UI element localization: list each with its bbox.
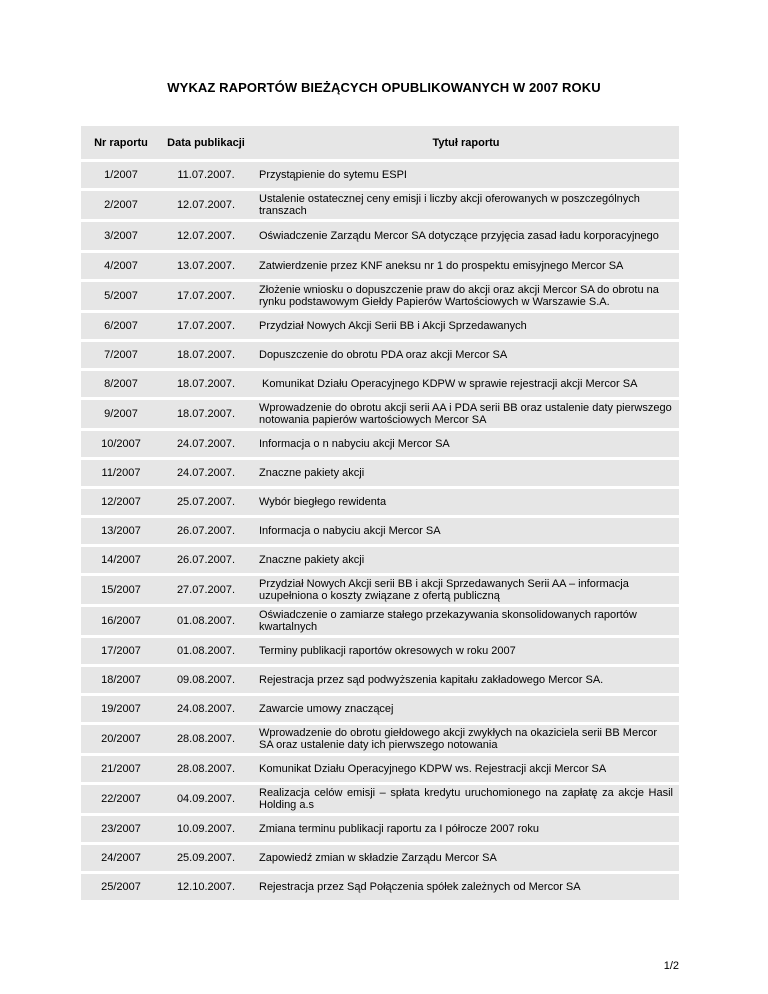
report-nr: 3/2007 <box>104 230 138 242</box>
page-number: 1/2 <box>663 960 679 972</box>
report-nr: 19/2007 <box>101 703 141 715</box>
report-nr: 2/2007 <box>104 199 138 211</box>
report-nr: 23/2007 <box>101 823 141 835</box>
report-date: 24.08.2007. <box>176 703 236 715</box>
report-nr: 14/2007 <box>101 554 141 566</box>
table-row <box>81 489 679 515</box>
table-row <box>81 431 679 457</box>
table-row <box>81 607 679 635</box>
table-row <box>81 785 679 813</box>
report-nr: 17/2007 <box>101 645 141 657</box>
report-nr: 24/2007 <box>101 852 141 864</box>
report-title: Oświadczenie o zamiarze stałego przekazywania skonsolidowanych raportów kwartalnych <box>259 609 637 633</box>
report-date: 04.09.2007. <box>176 793 236 805</box>
report-nr: 8/2007 <box>104 378 138 390</box>
table-row <box>81 222 679 250</box>
report-date: 25.09.2007. <box>176 852 236 864</box>
table-row <box>81 342 679 368</box>
report-nr: 5/2007 <box>104 290 138 302</box>
report-title: Terminy publikacji raportów okresowych w roku 2007 <box>259 645 516 657</box>
report-title: Realizacja celów emisji – spłata kredytu uruchomionego na zapłatę za akcje Hasil Holding a.s <box>259 787 673 811</box>
report-date: 26.07.2007. <box>176 554 236 566</box>
report-date: 13.07.2007. <box>176 260 236 272</box>
report-title: Informacja o nabyciu akcji Mercor SA <box>259 525 441 537</box>
report-title: Wprowadzenie do obrotu akcji serii AA i PDA serii BB oraz ustalenie daty pierwszego notowania papierów wartościowych Mercor SA <box>259 402 672 426</box>
report-nr: 18/2007 <box>101 674 141 686</box>
table-row <box>81 162 679 188</box>
report-date: 09.08.2007. <box>176 674 236 686</box>
report-nr: 25/2007 <box>101 881 141 893</box>
report-title: Dopuszczenie do obrotu PDA oraz akcji Mercor SA <box>259 349 508 361</box>
table-row <box>81 667 679 693</box>
report-date: 27.07.2007. <box>176 584 236 596</box>
report-date: 18.07.2007. <box>176 349 236 361</box>
report-title: Zmiana terminu publikacji raportu za I półrocze 2007 roku <box>259 823 540 835</box>
document-title: WYKAZ RAPORTÓW BIEŻĄCYCH OPUBLIKOWANYCH W 2007 ROKU <box>167 80 601 95</box>
report-date: 24.07.2007. <box>176 438 236 450</box>
report-date: 17.07.2007. <box>176 290 236 302</box>
header-title: Tytuł raportu <box>432 136 500 149</box>
report-title: Wprowadzenie do obrotu giełdowego akcji zwykłych na okaziciela serii BB Mercor SA oraz ustalenie daty ich pierwszego notowania <box>259 727 658 751</box>
report-date: 28.08.2007. <box>176 763 236 775</box>
report-date: 11.07.2007. <box>177 169 235 181</box>
report-title: Oświadczenie Zarządu Mercor SA dotyczące przyjęcia zasad ładu korporacyjnego <box>259 230 659 242</box>
report-nr: 4/2007 <box>104 260 138 272</box>
report-title: Komunikat Działu Operacyjnego KDPW ws. Rejestracji akcji Mercor SA <box>259 763 607 775</box>
report-date: 18.07.2007. <box>176 378 236 390</box>
table-row <box>81 371 679 397</box>
report-nr: 12/2007 <box>101 496 141 508</box>
report-date: 24.07.2007. <box>176 467 236 479</box>
report-nr: 7/2007 <box>104 349 138 361</box>
report-nr: 10/2007 <box>101 438 141 450</box>
report-title: Przydział Nowych Akcji Serii BB i Akcji Sprzedawanych <box>259 320 527 332</box>
report-nr: 16/2007 <box>101 615 141 627</box>
report-nr: 6/2007 <box>104 320 138 332</box>
report-title: Znaczne pakiety akcji <box>259 467 365 479</box>
table-row <box>81 756 679 782</box>
table-row <box>81 576 679 604</box>
table-row <box>81 400 679 428</box>
report-date: 01.08.2007. <box>176 645 236 657</box>
header-date: Data publikacji <box>167 136 245 149</box>
table-row <box>81 191 679 219</box>
table-row <box>81 518 679 544</box>
report-nr: 22/2007 <box>101 793 141 805</box>
report-date: 12.07.2007. <box>176 230 236 242</box>
report-title: Informacja o n nabyciu akcji Mercor SA <box>259 438 450 450</box>
report-date: 26.07.2007. <box>176 525 236 537</box>
report-nr: 11/2007 <box>101 467 141 479</box>
report-title: Rejestracja przez Sąd Połączenia spółek zależnych od Mercor SA <box>259 881 581 893</box>
table-row <box>81 816 679 842</box>
report-nr: 1/2007 <box>104 169 138 181</box>
report-date: 28.08.2007. <box>176 733 236 745</box>
report-title: Ustalenie ostatecznej ceny emisji i liczby akcji oferowanych w poszczególnych transzach <box>259 193 640 217</box>
report-date: 18.07.2007. <box>176 408 236 420</box>
table-row <box>81 460 679 486</box>
reports-table <box>81 126 679 903</box>
report-title: Rejestracja przez sąd podwyższenia kapitału zakładowego Mercor SA. <box>259 674 604 686</box>
report-nr: 9/2007 <box>104 408 138 420</box>
report-title: Zatwierdzenie przez KNF aneksu nr 1 do prospektu emisyjnego Mercor SA <box>259 260 624 272</box>
table-row <box>81 547 679 573</box>
report-title: Zapowiedź zmian w składzie Zarządu Mercor SA <box>259 852 497 864</box>
table-row <box>81 313 679 339</box>
report-date: 12.07.2007. <box>176 199 236 211</box>
report-date: 10.09.2007. <box>176 823 236 835</box>
report-title: Złożenie wniosku o dopuszczenie praw do akcji oraz akcji Mercor SA do obrotu na rynku podstawowym Giełdy Papierów Wartościowych w Warszawie S.A. <box>259 284 659 308</box>
report-title: Zawarcie umowy znaczącej <box>259 703 394 715</box>
report-date: 12.10.2007. <box>176 881 236 893</box>
table-row <box>81 282 679 310</box>
report-date: 17.07.2007. <box>176 320 236 332</box>
table-row <box>81 253 679 279</box>
report-date: 01.08.2007. <box>176 615 236 627</box>
table-row <box>81 725 679 753</box>
report-title: Komunikat Działu Operacyjnego KDPW w sprawie rejestracji akcji Mercor SA <box>259 378 638 390</box>
report-title: Znaczne pakiety akcji <box>259 554 365 566</box>
report-title: Wybór biegłego rewidenta <box>259 496 387 508</box>
header-nr: Nr raportu <box>94 136 148 149</box>
table-row <box>81 845 679 871</box>
report-nr: 15/2007 <box>101 584 141 596</box>
table-row <box>81 638 679 664</box>
table-header <box>81 126 679 159</box>
report-date: 25.07.2007. <box>176 496 236 508</box>
report-title: Przystąpienie do sytemu ESPI <box>259 169 407 181</box>
report-nr: 20/2007 <box>101 733 141 745</box>
report-nr: 13/2007 <box>101 525 141 537</box>
report-title: Przydział Nowych Akcji serii BB i akcji Sprzedawanych Serii AA – informacja uzupełniona o koszty związane z ofertą publiczną <box>259 578 629 602</box>
table-row <box>81 696 679 722</box>
table-row <box>81 874 679 900</box>
report-nr: 21/2007 <box>101 763 141 775</box>
